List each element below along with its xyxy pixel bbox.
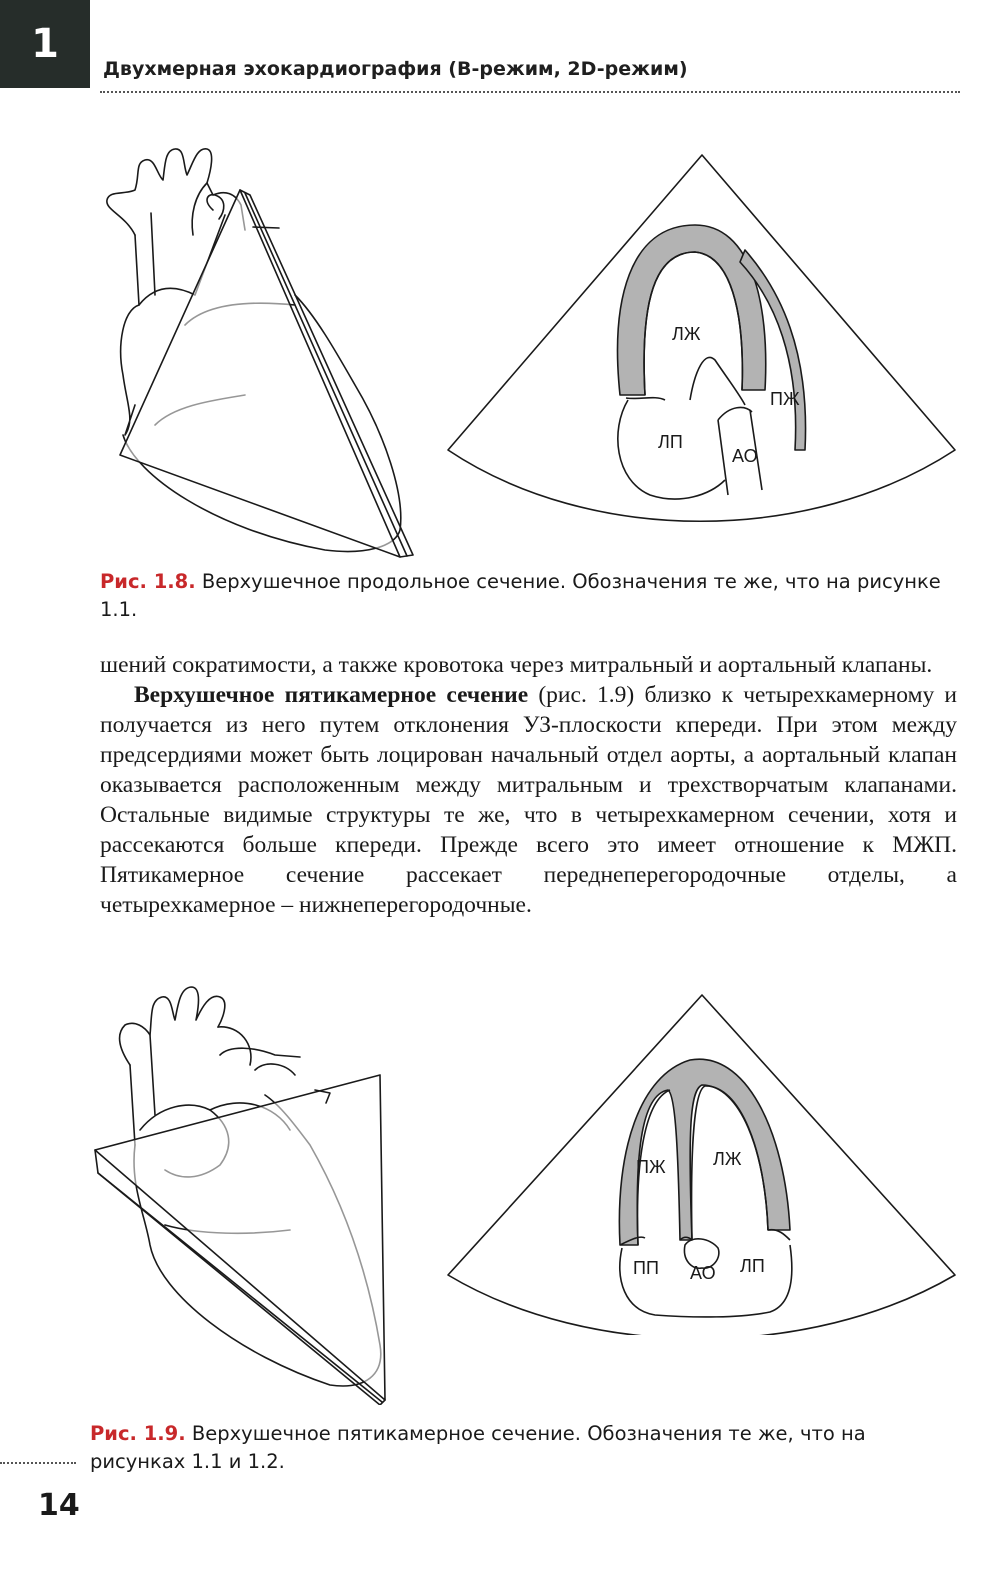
figure-1-8-caption-label: Рис. 1.8.: [100, 570, 196, 593]
paragraph-2-term: Верхушечное пятикамерное сечение: [134, 682, 529, 708]
footer-rule: [0, 1462, 76, 1467]
label-ao: АО: [732, 446, 758, 466]
figure-1-8-heart-diagram: [95, 135, 425, 565]
paragraph-2: [100, 680, 957, 920]
figure-1-9-caption-text: Верхушечное пятикамерное сечение. Обозначения те же, что на рисунках 1.1 и 1.2.: [90, 1422, 866, 1473]
label-la: ЛП: [658, 432, 683, 452]
label-rv: ПЖ: [770, 389, 800, 409]
header-rule: [100, 91, 960, 96]
label-la: ЛП: [740, 1256, 765, 1276]
figure-1-9-heart-diagram: [90, 965, 420, 1405]
figure-1-8-echo-sector: [440, 150, 965, 530]
label-lv: ЛЖ: [672, 324, 701, 344]
label-ao: АО: [690, 1263, 716, 1283]
figure-1-9-caption-label: Рис. 1.9.: [90, 1422, 186, 1445]
chapter-number-tab: 1: [0, 0, 90, 88]
label-ra: ПП: [633, 1258, 659, 1278]
paragraph-2-text: (рис. 1.9) близко к четырехкамерному и получается из него путем отклонения УЗ-плоскости кпереди. При этом между предсердиями может быть лоцирован начальный отдел аорты, а аортальный клапан оказывается расположенным между митральным и трехстворчатым клапанами. Остальные видимые структуры те же, что в четырехкамерном сечении, хотя и рассекаются больше кпереди. Прежде всего это имеет отношение к МЖП. Пятикамерное сечение рассекает переднеперегородочные отделы, а четырехкамерное – нижнеперегородочные.: [100, 682, 957, 918]
body-text: [100, 650, 957, 920]
label-lv: ЛЖ: [713, 1149, 742, 1169]
paragraph-1: шений сократимости, а также кровотока через митральный и аортальный клапаны.: [100, 652, 933, 678]
label-rv: ПЖ: [636, 1157, 666, 1177]
figure-1-8-caption: [100, 568, 957, 624]
figure-1-8-caption-text: Верхушечное продольное сечение. Обозначения те же, что на рисунке 1.1.: [100, 570, 941, 621]
running-head-title: Двухмерная эхокардиография (B-режим, 2D-режим): [103, 58, 688, 80]
figure-1-9-caption: [90, 1420, 947, 1476]
figure-1-9-echo-sector: [440, 990, 965, 1335]
page-number: 14: [38, 1488, 80, 1523]
